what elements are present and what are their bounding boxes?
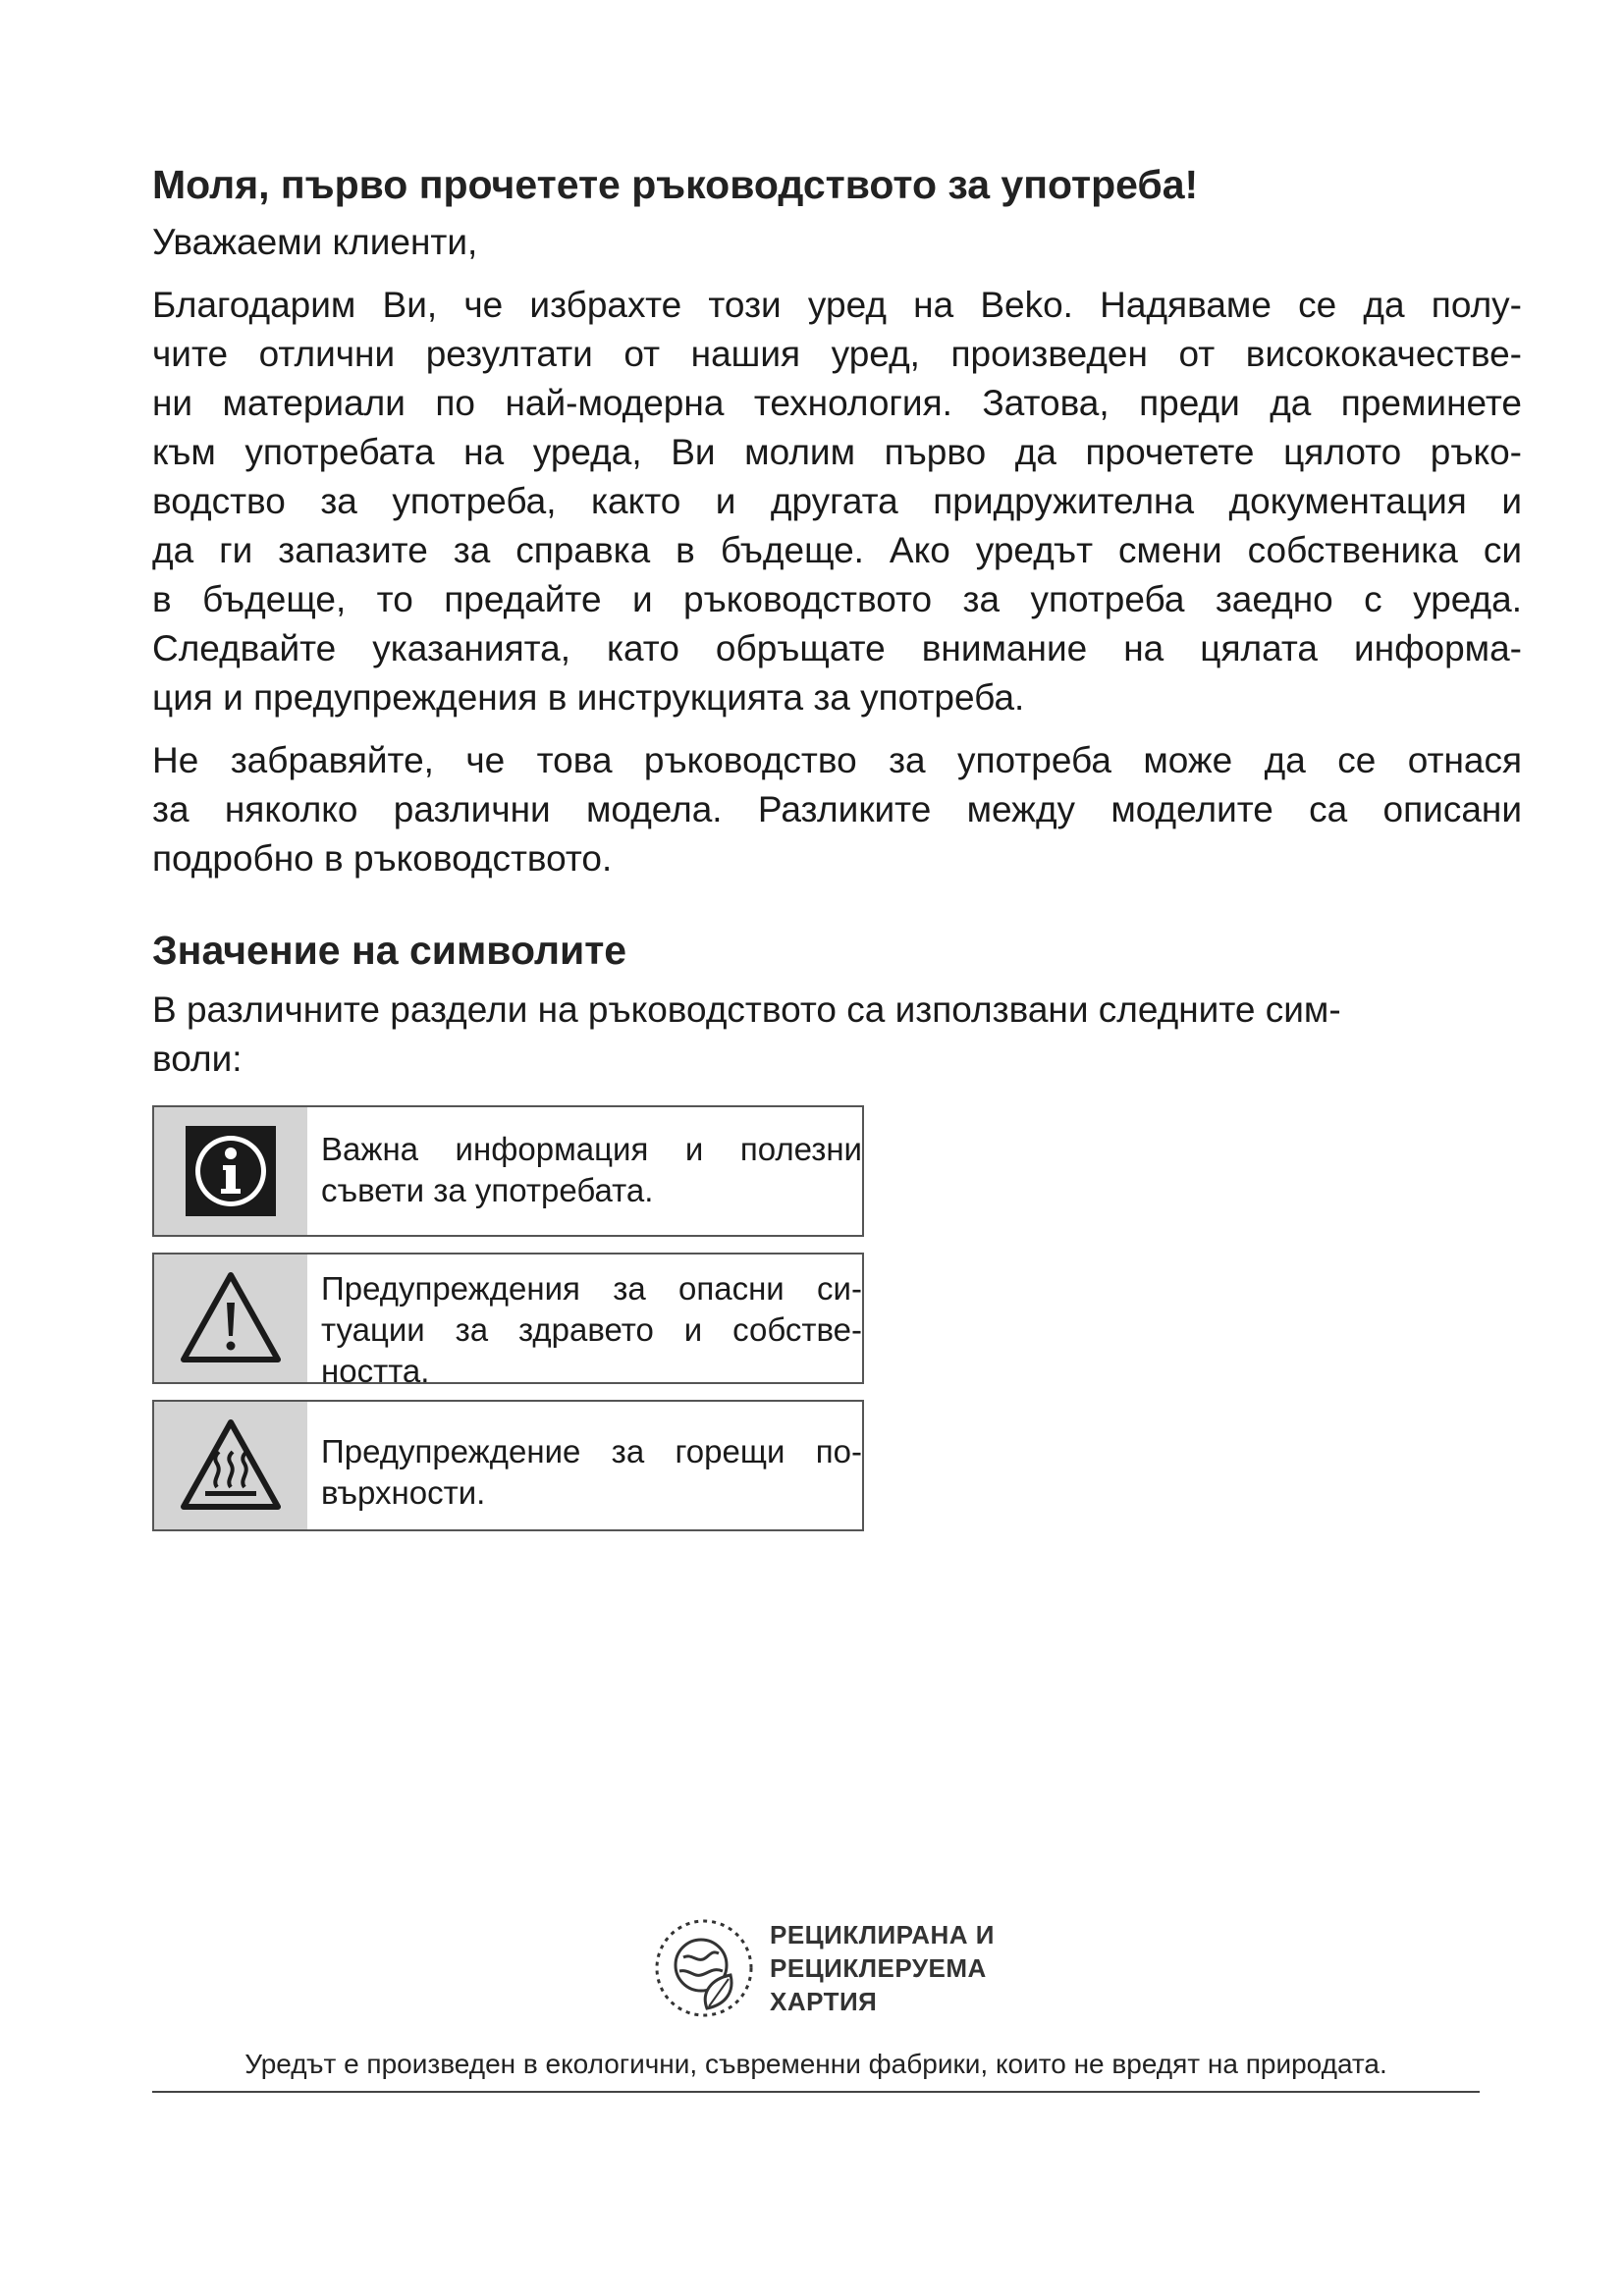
manual-page <box>152 157 1527 1547</box>
intro-line: да ги запазите за справка в бъдеще. Ако уредът смени собственика си <box>152 530 1522 570</box>
symbol-row-hot-surface <box>152 1400 864 1531</box>
symbol-text-line: Предупреждение за горещи по- <box>321 1433 862 1469</box>
note-paragraph <box>152 736 1522 883</box>
symbol-description <box>307 1402 862 1529</box>
recycle-label-line: РЕЦИКЛИРАНА И <box>770 1920 995 1949</box>
hot-surface-icon <box>180 1418 282 1513</box>
intro-line: Благодарим Ви, че избрахте този уред на Beko. Надяваме се да полу- <box>152 285 1522 325</box>
symbol-description <box>307 1107 862 1235</box>
page-title: Моля, първо прочетете ръководството за употреба! <box>152 162 1199 207</box>
recycle-label-line: ХАРТИЯ <box>770 1987 878 2016</box>
symbol-text-line: туации за здравето и собстве- <box>321 1311 862 1348</box>
symbol-icon-cell <box>154 1402 307 1529</box>
symbols-intro-line: В различните раздели на ръководството са използвани следните сим- <box>152 989 1341 1030</box>
footer-note: Уредът е произведен в екологични, съвременни фабрики, които не вредят на природата. <box>244 2049 1387 2079</box>
symbol-text-line: върхности. <box>321 1474 486 1511</box>
greeting-text: Уважаеми клиенти, <box>152 222 478 262</box>
recycled-paper-icon <box>650 1914 758 2022</box>
intro-line: Следвайте указанията, като обръщате внимание на цялата информа- <box>152 628 1522 668</box>
recycle-label-line: РЕЦИКЛЕРУЕМА <box>770 1953 987 1983</box>
note-line: за няколко различни модела. Разликите между моделите са описани <box>152 789 1522 829</box>
note-line: подробно в ръководството. <box>152 838 613 879</box>
symbols-table <box>152 1105 864 1531</box>
symbol-icon-cell <box>154 1107 307 1235</box>
symbol-text-line: Важна информация и полезни <box>321 1131 862 1167</box>
symbol-description <box>307 1255 862 1389</box>
intro-line: чите отлични резултати от нашия уред, произведен от висококачестве- <box>152 334 1522 374</box>
warning-icon <box>180 1271 282 1365</box>
intro-line: в бъдеще, то предайте и ръководството за употреба заедно с уреда. <box>152 579 1522 619</box>
intro-line: ни материали по най-модерна технология. Затова, преди да преминете <box>152 383 1522 423</box>
symbols-intro <box>152 986 1527 1084</box>
symbol-row-warning <box>152 1253 864 1389</box>
recycled-paper-badge <box>650 1914 995 2022</box>
intro-paragraph <box>152 281 1522 722</box>
intro-line: водство за употреба, както и другата придружителна документация и <box>152 481 1522 521</box>
symbol-icon-cell <box>154 1255 307 1382</box>
footer-divider <box>152 2091 1480 2093</box>
symbols-heading: Значение на символите <box>152 928 627 973</box>
intro-line: към употребата на уреда, Ви молим първо да прочетете цялото ръко- <box>152 432 1522 472</box>
symbol-row-info <box>152 1105 864 1237</box>
intro-line: ция и предупреждения в инструкцията за употреба. <box>152 677 1025 718</box>
recycled-paper-label <box>770 1918 995 2018</box>
note-line: Не забравяйте, че това ръководство за употреба може да се отнася <box>152 740 1522 780</box>
symbol-text-line: Предупреждения за опасни си- <box>321 1270 862 1307</box>
symbol-text-line: съвети за употребата. <box>321 1172 654 1208</box>
symbols-intro-line: воли: <box>152 1039 243 1079</box>
symbol-text-line: ността. <box>321 1353 430 1389</box>
info-icon <box>184 1124 278 1218</box>
